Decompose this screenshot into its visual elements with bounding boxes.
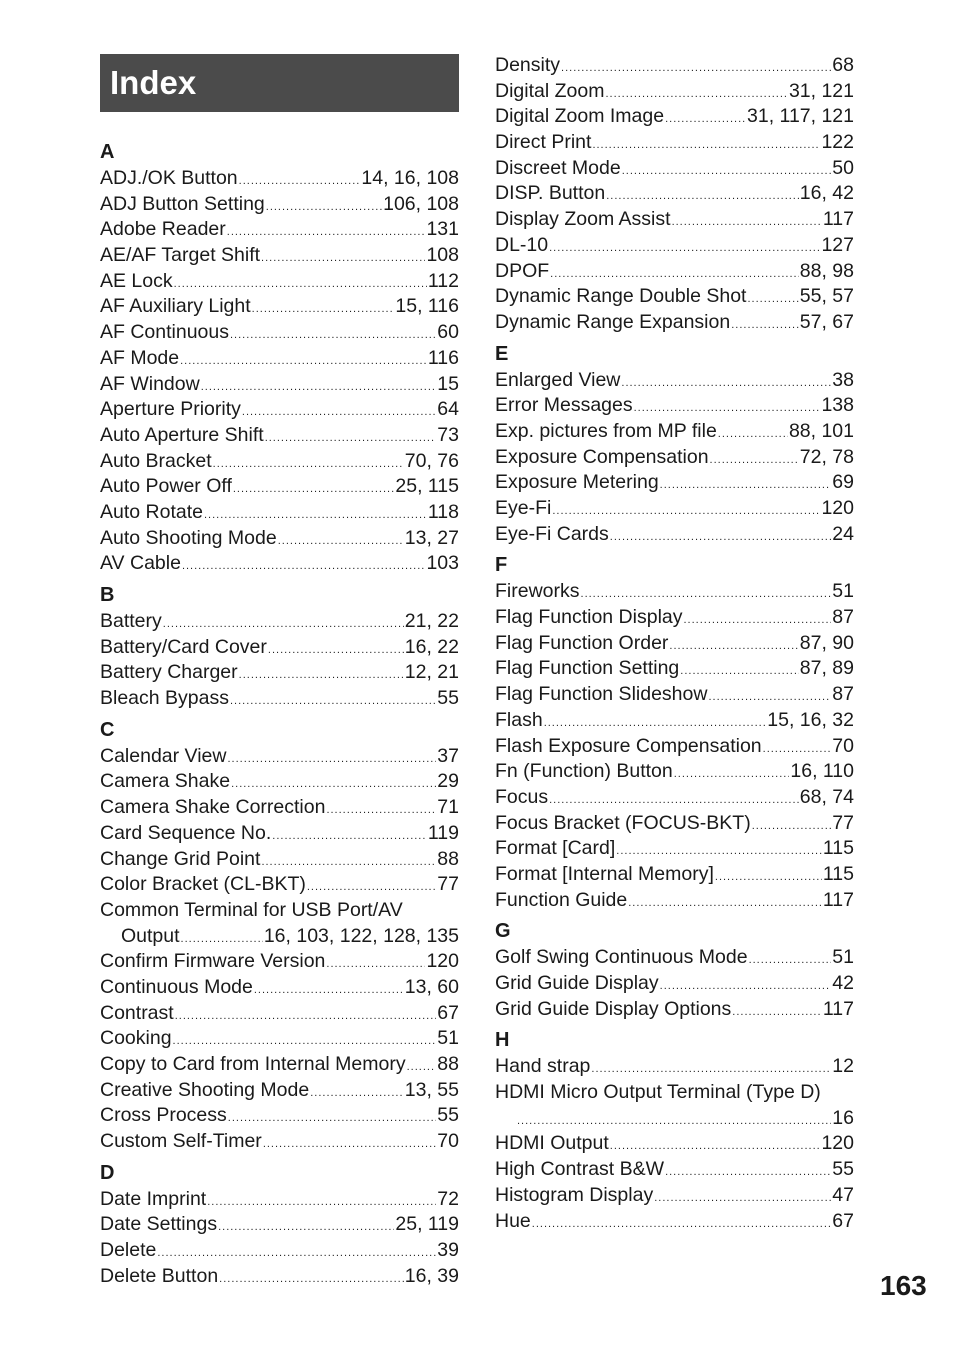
entry-pages: 115 xyxy=(822,837,854,860)
dot-leader xyxy=(182,554,426,580)
entry-term: Date Settings xyxy=(100,1213,218,1236)
dot-leader xyxy=(230,689,436,715)
index-entry xyxy=(100,320,459,346)
section-letter: A xyxy=(100,141,115,163)
entry-term: DL-10 xyxy=(495,233,549,256)
entry-pages: 16 xyxy=(832,1106,854,1129)
entry-term: Delete xyxy=(100,1239,157,1262)
index-entry: HDMI Micro Output Terminal (Type D) xyxy=(495,1081,821,1104)
index-entry xyxy=(100,1001,459,1027)
dot-leader xyxy=(621,371,831,397)
index-entry xyxy=(495,811,854,837)
entry-term: Bleach Bypass xyxy=(100,687,229,710)
dot-leader xyxy=(230,323,436,349)
index-entry xyxy=(495,1183,854,1209)
entry-term: Battery Charger xyxy=(100,661,238,684)
entry-pages: 38 xyxy=(832,368,854,391)
entry-term: Function Guide xyxy=(495,888,628,911)
entry-pages: 108 xyxy=(426,244,459,267)
index-entry xyxy=(100,551,459,577)
entry-pages: 115 xyxy=(822,862,854,885)
dot-leader xyxy=(665,107,746,133)
index-entry xyxy=(495,682,854,708)
index-entry xyxy=(495,759,854,785)
entry-term: ADJ./OK Button xyxy=(100,167,238,189)
dot-leader xyxy=(175,1004,437,1030)
index-entry xyxy=(495,445,854,471)
index-entry xyxy=(495,836,854,862)
entry-term: Adobe Reader xyxy=(100,218,226,241)
entry-term: Output xyxy=(121,924,180,947)
index-entry xyxy=(100,660,459,686)
entry-term: Confirm Firmware Version xyxy=(100,950,326,973)
entry-pages: 87 xyxy=(832,683,854,706)
index-entry xyxy=(495,734,854,760)
index-entry: Common Terminal for USB Port/AV xyxy=(100,898,403,921)
entry-pages: 55, 57 xyxy=(799,285,854,308)
entry-term: AV Cable xyxy=(100,552,181,575)
entry-pages: 112 xyxy=(427,269,459,292)
entry-pages: 77 xyxy=(832,811,854,834)
entry-pages: 68 xyxy=(832,54,854,76)
dot-leader xyxy=(180,349,427,375)
entry-term: Golf Swing Continuous Mode xyxy=(495,946,748,969)
entry-pages: 55 xyxy=(437,687,459,710)
index-entry xyxy=(495,104,854,130)
entry-pages: 120 xyxy=(821,1132,854,1155)
index-entry xyxy=(495,1209,854,1235)
index-column-left xyxy=(100,134,459,1290)
index-entry xyxy=(495,53,854,79)
entry-pages: 50 xyxy=(832,156,854,179)
index-entry xyxy=(100,975,459,1001)
index-entry xyxy=(100,769,459,795)
index-entry xyxy=(100,1264,459,1290)
dot-leader xyxy=(252,297,395,323)
entry-pages: 117 xyxy=(822,997,854,1020)
entry-pages: 16, 42 xyxy=(799,182,854,205)
entry-pages: 87, 89 xyxy=(799,657,854,680)
entry-term: DISP. Button xyxy=(495,182,606,205)
entry-pages: 15, 16, 32 xyxy=(767,708,854,731)
section-letter: F xyxy=(495,554,508,577)
entry-term: Eye-Fi Cards xyxy=(495,522,609,545)
entry-term: Creative Shooting Mode xyxy=(100,1078,310,1101)
entry-term: Histogram Display xyxy=(495,1183,654,1206)
entry-term: Auto Shooting Mode xyxy=(100,526,277,549)
entry-term: Display Zoom Assist xyxy=(495,208,671,231)
entry-term: Copy to Card from Internal Memory xyxy=(100,1053,406,1075)
entry-pages: 37 xyxy=(437,744,459,767)
index-entry xyxy=(100,1026,459,1052)
index-entry xyxy=(100,294,459,320)
entry-pages: 120 xyxy=(426,950,459,973)
entry-term: Custom Self-Timer xyxy=(100,1130,262,1153)
index-entry xyxy=(495,579,854,605)
index-entry xyxy=(495,971,854,997)
entry-term: Eye-Fi xyxy=(495,497,552,519)
entry-pages: 119 xyxy=(427,821,459,844)
index-entry xyxy=(100,1187,459,1213)
index-entry xyxy=(100,1212,459,1238)
dot-leader xyxy=(326,798,436,824)
entry-pages: 131 xyxy=(426,218,459,241)
dot-leader xyxy=(718,422,788,448)
entry-pages: 70, 76 xyxy=(404,449,459,472)
entry-term: Cooking xyxy=(100,1027,172,1050)
entry-term: Change Grid Point xyxy=(100,847,261,870)
dot-leader xyxy=(278,529,404,555)
entry-term: Battery xyxy=(100,610,162,632)
dot-leader xyxy=(710,448,799,474)
entry-pages: 13, 60 xyxy=(404,975,459,998)
entry-pages: 16, 110 xyxy=(790,760,854,783)
index-entry xyxy=(100,949,459,975)
index-entry xyxy=(100,635,459,661)
dot-leader xyxy=(731,313,799,339)
entry-pages: 42 xyxy=(832,972,854,994)
entry-term: AF Mode xyxy=(100,346,180,369)
dot-leader xyxy=(310,1081,404,1107)
dot-leader xyxy=(532,1212,832,1238)
entry-pages: 55 xyxy=(437,1104,459,1127)
entry-term: Grid Guide Display Options xyxy=(495,997,732,1020)
entry-pages: 118 xyxy=(427,500,459,523)
entry-term: Error Messages xyxy=(495,394,633,417)
entry-pages: 25, 119 xyxy=(395,1213,459,1236)
entry-term: Dynamic Range Double Shot xyxy=(495,285,747,308)
entry-pages: 127 xyxy=(821,233,854,256)
index-entry xyxy=(100,1103,459,1129)
entry-term: Auto Power Off xyxy=(100,475,232,498)
entry-term: Auto Aperture Shift xyxy=(100,423,264,446)
section-letter: D xyxy=(100,1161,115,1184)
index-entry xyxy=(100,1238,459,1264)
section-letter: E xyxy=(495,342,509,365)
index-entry xyxy=(100,243,459,269)
index-entry xyxy=(495,130,854,156)
entry-term: Density xyxy=(495,54,561,76)
index-entry xyxy=(495,284,854,310)
dot-leader xyxy=(219,1267,404,1293)
entry-pages: 39 xyxy=(437,1239,459,1262)
entry-pages: 57, 67 xyxy=(799,310,854,333)
entry-term: ADJ Button Setting xyxy=(100,192,265,215)
index-entry xyxy=(100,192,459,218)
page-title: Index xyxy=(110,64,197,101)
dot-leader xyxy=(242,400,436,426)
index-entry xyxy=(495,862,854,888)
index-entry xyxy=(495,1157,854,1183)
entry-pages: 72 xyxy=(437,1187,459,1210)
entry-pages: 70 xyxy=(437,1130,459,1153)
index-entry xyxy=(495,259,854,285)
entry-pages: 16, 103, 122, 128, 135 xyxy=(263,924,459,947)
section-letter: B xyxy=(100,584,115,606)
entry-pages: 106, 108 xyxy=(383,192,459,215)
dot-leader xyxy=(272,824,427,850)
dot-leader xyxy=(218,1215,394,1241)
dot-leader xyxy=(592,133,820,159)
entry-term: Delete Button xyxy=(100,1264,219,1287)
entry-pages: 72, 78 xyxy=(799,445,854,468)
dot-leader xyxy=(268,638,404,664)
entry-term: Flag Function Order xyxy=(495,631,669,654)
entry-pages: 71 xyxy=(437,796,459,819)
index-entry xyxy=(100,397,459,423)
index-entry xyxy=(100,372,459,398)
index-entry xyxy=(495,945,854,971)
entry-term: Auto Bracket xyxy=(100,449,212,472)
index-entry xyxy=(495,888,854,914)
entry-term: Fn (Function) Button xyxy=(495,760,673,783)
entry-pages: 31, 117, 121 xyxy=(747,105,854,128)
index-entry xyxy=(100,526,459,552)
dot-leader xyxy=(239,663,404,689)
dot-leader xyxy=(660,473,832,499)
entry-pages: 13, 55 xyxy=(404,1078,459,1101)
index-entry xyxy=(495,207,854,233)
dot-leader xyxy=(752,814,832,840)
dot-leader xyxy=(674,762,790,788)
entry-term: AE/AF Target Shift xyxy=(100,244,261,267)
entry-term: Fireworks xyxy=(495,580,580,603)
entry-term: Flag Function Display xyxy=(495,606,683,629)
entry-pages: 55 xyxy=(832,1158,854,1181)
index-entry xyxy=(495,79,854,105)
index-entry xyxy=(495,708,854,734)
entry-pages: 64 xyxy=(437,398,459,421)
entry-term: Digital Zoom xyxy=(495,79,605,102)
entry-pages: 88, 101 xyxy=(788,419,854,442)
index-entry xyxy=(100,500,459,526)
entry-pages: 14, 16, 108 xyxy=(361,167,459,189)
entry-term: DPOF xyxy=(495,259,550,282)
index-entry xyxy=(100,1052,459,1078)
section-letter: H xyxy=(495,1029,510,1052)
entry-pages: 68, 74 xyxy=(799,785,854,808)
entry-term: Flash xyxy=(495,708,543,731)
entry-term: HDMI Output xyxy=(495,1132,609,1155)
section-letter: G xyxy=(495,920,511,943)
index-entry xyxy=(100,847,459,873)
dot-leader xyxy=(665,1160,831,1186)
entry-term: Format [Internal Memory] xyxy=(495,862,714,885)
entry-pages: 15 xyxy=(437,372,459,395)
entry-pages: 25, 115 xyxy=(395,475,459,498)
entry-term: Battery/Card Cover xyxy=(100,635,267,658)
entry-pages: 87 xyxy=(832,606,854,629)
entry-pages: 51 xyxy=(437,1027,459,1050)
index-entry xyxy=(100,686,459,712)
entry-pages: 47 xyxy=(832,1183,854,1206)
dot-leader xyxy=(732,1000,822,1026)
index-entry xyxy=(100,609,459,635)
entry-pages: 51 xyxy=(832,946,854,969)
index-entry xyxy=(100,795,459,821)
entry-pages: 87, 90 xyxy=(799,631,854,654)
index-entry xyxy=(495,631,854,657)
entry-pages: 13, 27 xyxy=(404,526,459,549)
entry-term: Auto Rotate xyxy=(100,500,203,523)
entry-pages: 67 xyxy=(832,1209,854,1232)
entry-pages: 70 xyxy=(832,734,854,757)
entry-term: Aperture Priority xyxy=(100,398,241,421)
index-entry xyxy=(495,181,854,207)
index-entry xyxy=(100,269,459,295)
entry-pages: 88 xyxy=(437,847,459,870)
entry-term: Exp. pictures from MP file xyxy=(495,419,717,442)
index-entry xyxy=(100,166,459,192)
dot-leader xyxy=(261,246,425,272)
entry-term: AF Auxiliary Light xyxy=(100,295,251,318)
dot-leader xyxy=(610,525,832,551)
dot-leader xyxy=(672,210,822,236)
entry-pages: 51 xyxy=(832,580,854,603)
entry-term: Exposure Metering xyxy=(495,471,659,494)
entry-pages: 29 xyxy=(437,770,459,793)
dot-leader xyxy=(254,978,404,1004)
entry-pages: 73 xyxy=(437,423,459,446)
index-entry xyxy=(100,346,459,372)
entry-term: Direct Print xyxy=(495,131,592,154)
entry-term: Focus xyxy=(495,785,549,808)
index-entry xyxy=(495,1054,854,1080)
entry-term: AE Lock xyxy=(100,269,173,292)
entry-term: Digital Zoom Image xyxy=(495,105,665,128)
index-entry xyxy=(100,449,459,475)
dot-leader xyxy=(213,452,404,478)
index-entry xyxy=(495,233,854,259)
entry-pages: 16, 39 xyxy=(404,1264,459,1287)
entry-pages: 120 xyxy=(821,497,854,519)
entry-pages: 138 xyxy=(821,394,854,417)
dot-leader xyxy=(263,1132,436,1158)
index-entry xyxy=(100,872,459,898)
entry-term: AF Window xyxy=(100,372,200,395)
index-entry xyxy=(495,1106,854,1132)
entry-pages: 24 xyxy=(832,522,854,545)
dot-leader xyxy=(233,477,395,503)
dot-leader xyxy=(747,287,798,313)
entry-term: High Contrast B&W xyxy=(495,1158,665,1181)
entry-term: Hue xyxy=(495,1209,531,1232)
entry-term: Camera Shake Correction xyxy=(100,796,326,819)
index-entry xyxy=(495,470,854,496)
entry-pages: 67 xyxy=(437,1001,459,1024)
entry-pages: 116 xyxy=(427,346,459,369)
entry-term: Dynamic Range Expansion xyxy=(495,310,731,333)
index-title-banner xyxy=(100,54,459,112)
entry-term: Card Sequence No. xyxy=(100,821,272,844)
index-entry xyxy=(495,656,854,682)
entry-term: Exposure Compensation xyxy=(495,445,709,468)
entry-term: Discreet Mode xyxy=(495,156,621,179)
entry-pages: 60 xyxy=(437,321,459,344)
index-entry xyxy=(100,821,459,847)
section-letter: C xyxy=(100,718,115,741)
entry-pages: 16, 22 xyxy=(404,635,459,658)
dot-leader xyxy=(227,747,436,773)
entry-pages: 21, 22 xyxy=(404,610,459,632)
entry-term: Grid Guide Display xyxy=(495,972,659,994)
entry-pages: 15, 116 xyxy=(395,295,459,318)
entry-term: Flag Function Slideshow xyxy=(495,683,708,706)
entry-term: Cross Process xyxy=(100,1104,227,1127)
index-entry xyxy=(100,924,459,950)
index-entry xyxy=(495,605,854,631)
entry-term: Flag Function Setting xyxy=(495,657,680,680)
index-entry xyxy=(495,1131,854,1157)
page-number: 163 xyxy=(880,1270,927,1301)
dot-leader xyxy=(549,236,820,262)
index-entry xyxy=(100,217,459,243)
entry-term: Contrast xyxy=(100,1001,174,1024)
entry-pages: 88, 98 xyxy=(799,259,854,282)
index-entry xyxy=(100,1129,459,1155)
index-entry xyxy=(495,522,854,548)
index-entry xyxy=(100,744,459,770)
dot-leader xyxy=(266,195,382,221)
index-entry xyxy=(495,419,854,445)
entry-term: Flash Exposure Compensation xyxy=(495,734,762,757)
entry-term: Focus Bracket (FOCUS-BKT) xyxy=(495,811,751,834)
entry-term: Continuous Mode xyxy=(100,975,253,998)
entry-term: Enlarged View xyxy=(495,368,621,391)
index-entry xyxy=(495,310,854,336)
entry-term: Date Imprint xyxy=(100,1187,207,1210)
entry-pages: 88 xyxy=(437,1053,459,1075)
dot-leader xyxy=(749,948,832,974)
dot-leader xyxy=(654,1186,831,1212)
entry-pages: 103 xyxy=(426,552,459,575)
index-entry xyxy=(495,368,854,394)
index-entry xyxy=(495,156,854,182)
entry-pages: 12, 21 xyxy=(404,661,459,684)
entry-pages: 117 xyxy=(822,208,854,231)
index-entry xyxy=(100,1078,459,1104)
index-entry xyxy=(100,474,459,500)
entry-term: Camera Shake xyxy=(100,770,231,793)
entry-pages: 117 xyxy=(822,888,854,911)
entry-term: Hand strap xyxy=(495,1055,591,1078)
entry-term: Format [Card] xyxy=(495,837,616,860)
entry-pages: 12 xyxy=(832,1055,854,1078)
entry-term: Calendar View xyxy=(100,744,227,767)
dot-leader xyxy=(715,865,822,891)
index-entry xyxy=(495,393,854,419)
index-entry xyxy=(495,496,854,522)
entry-pages: 31, 121 xyxy=(788,79,854,102)
index-entry xyxy=(495,997,854,1023)
entry-term: AF Continuous xyxy=(100,321,229,344)
dot-leader xyxy=(669,634,798,660)
dot-leader xyxy=(628,891,822,917)
index-column-right xyxy=(495,53,854,1234)
entry-pages: 122 xyxy=(821,131,854,154)
entry-term: Color Bracket (CL-BKT) xyxy=(100,873,306,896)
index-entry xyxy=(495,785,854,811)
entry-pages: 77 xyxy=(437,873,459,896)
entry-pages: 69 xyxy=(832,471,854,494)
index-entry xyxy=(100,423,459,449)
